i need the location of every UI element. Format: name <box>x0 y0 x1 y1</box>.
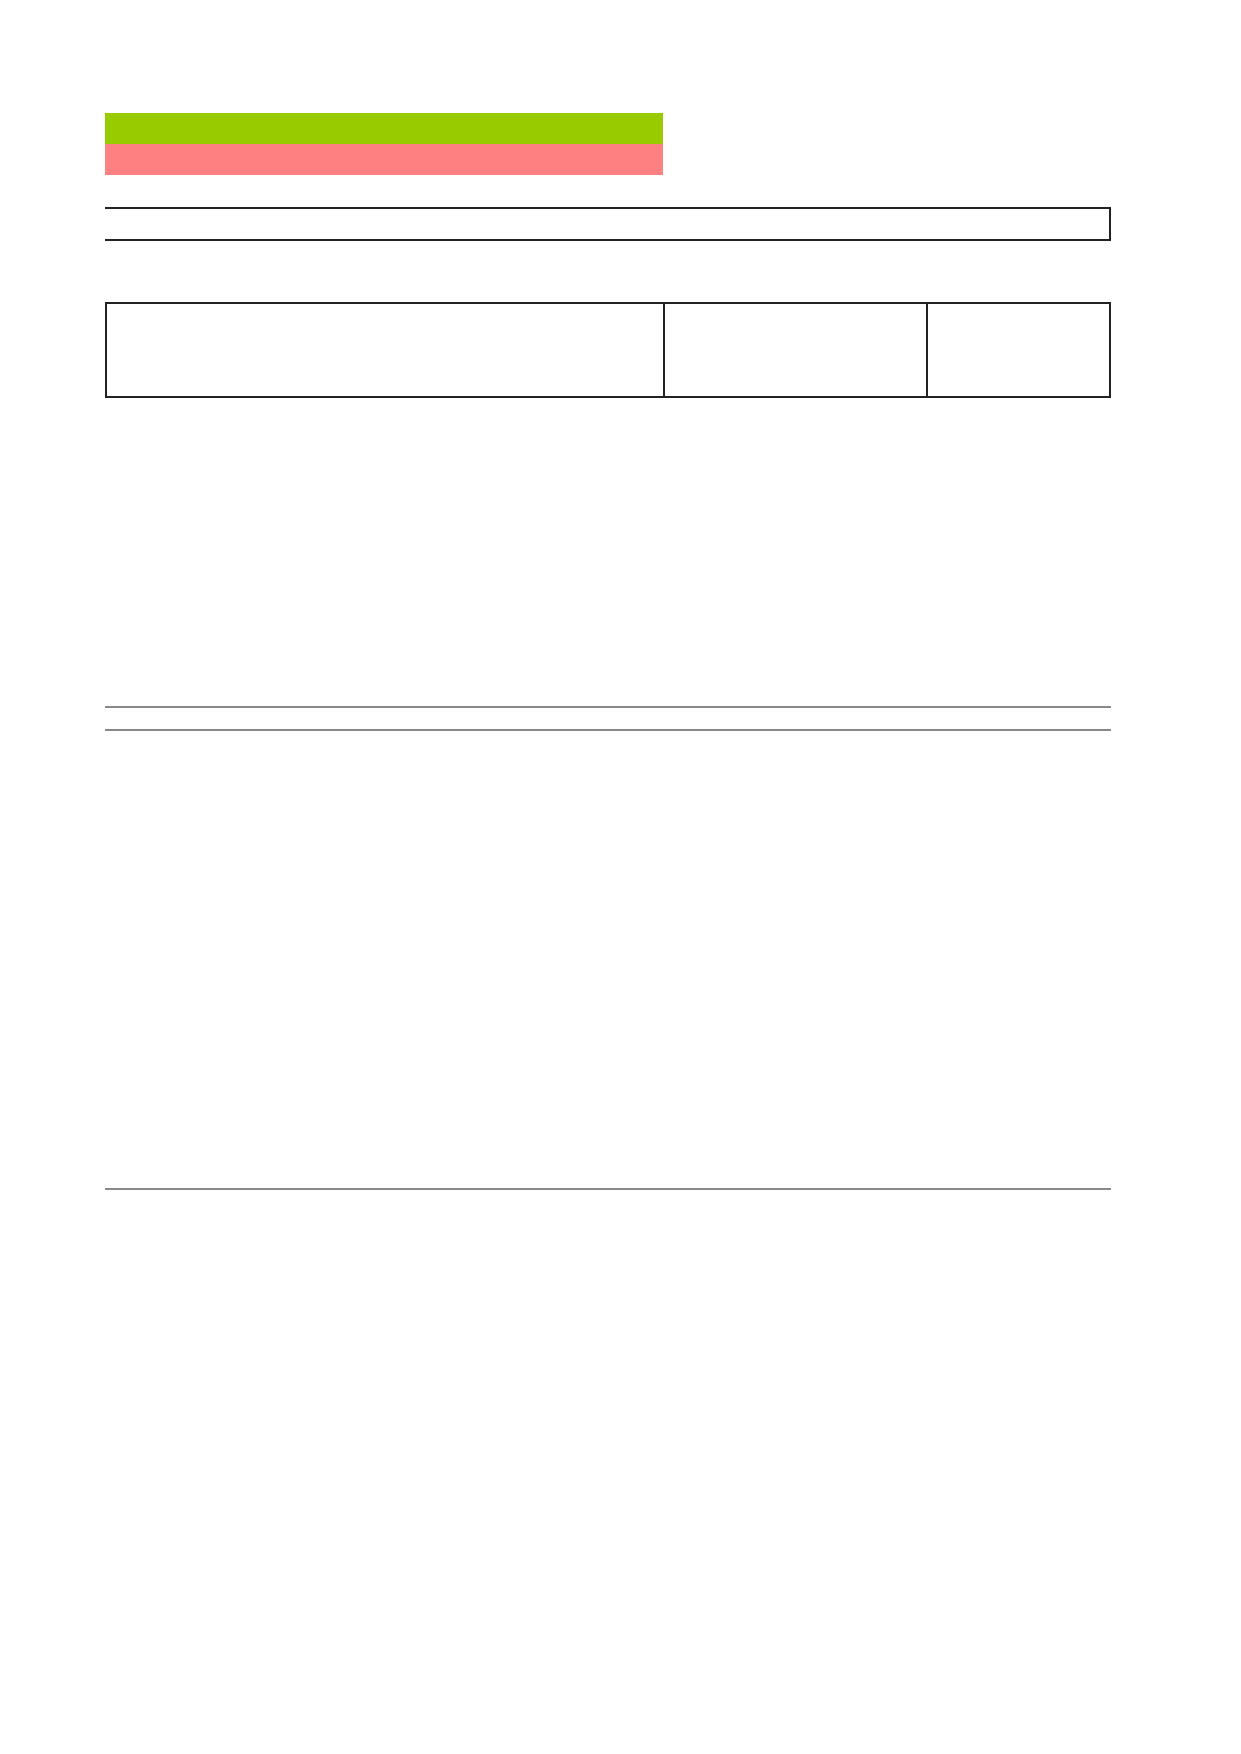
chart-bottom-border <box>105 1188 1111 1190</box>
